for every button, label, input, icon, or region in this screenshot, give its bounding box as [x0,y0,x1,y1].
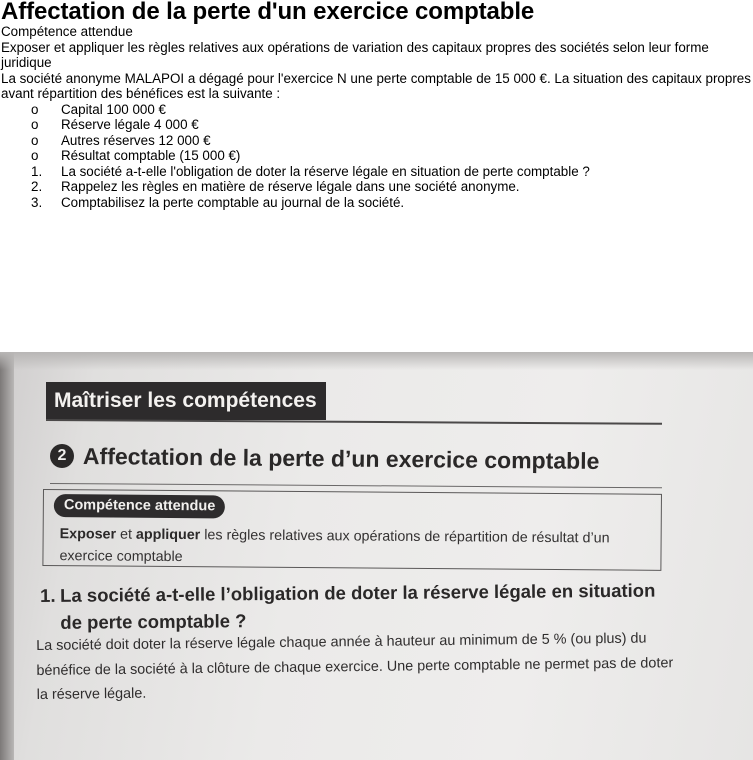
question-number: 3. [31,195,43,211]
question-item [0,164,753,180]
list-item-text: Résultat comptable (15 000 €) [61,148,241,164]
bullet-marker: o [31,117,39,133]
competence-heading: Compétence attendue [1,24,133,39]
competence-verb-expose: Exposer [59,526,117,543]
list-item-text: Capital 100 000 € [61,101,166,117]
exercise-rule [50,483,662,488]
exercise-title: Affectation de la perte d’un exercice comptable [82,443,600,474]
competence-description: les règles relatives aux opérations de répartition de résultat d’un exercice comptable [59,527,610,566]
competence-box [42,489,662,571]
competence-text: Exposer et appliquer les règles relatives aux opérations de variation des capitaux propres des sociétés selon leur forme juridique [1,39,709,70]
section-banner: Maîtriser les compétences [46,382,326,420]
competence-box-text [59,523,639,572]
list-item [0,102,753,118]
photo-question-line1: La société a-t-elle l’obligation de doter la réserve légale en situation [60,579,656,606]
document-text [0,0,753,211]
question-number: 2. [31,179,43,195]
bullet-marker: o [31,132,39,148]
document-title: Affectation de la perte d'un exercice comptable [1,0,535,25]
section-rule [46,419,662,425]
question-item [0,195,753,211]
question-text: Rappelez les règles en matière de réserve légale dans une société anonyme. [61,179,520,195]
photo-question-line2: de perte comptable ? [60,610,247,633]
bullet-marker: o [31,148,39,164]
list-item-text: Réserve légale 4 000 € [61,117,199,133]
intro-paragraph: La société anonyme MALAPOI a dégagé pour l'exercice N une perte comptable de 15 000 €. La situation des capitaux propres avant répartition des bénéfices est la suivante : [1,70,751,101]
photo-question-number: 1. [40,584,56,606]
page-edge-shadow [0,352,14,760]
list-item [0,133,753,149]
bullet-marker: o [31,101,39,117]
photo-answer: La société doit doter la réserve légale chaque année à hauteur au minimum de 5 % (ou plus) du bénéfice de la société à la clôture de chaque exercice. Une perte comptable ne permet pas de doter la réserve légale. [36,630,674,703]
competence-verb-apply: appliquer [135,526,201,544]
list-item [0,148,753,164]
page-top-shadow [0,352,753,370]
exercise-number-badge: 2 [50,444,74,468]
question-number: 1. [31,163,43,179]
question-text: La société a-t-elle l'obligation de doter la réserve légale en situation de perte comptable ? [61,163,590,179]
list-item [0,117,753,133]
list-item-text: Autres réserves 12 000 € [61,132,211,148]
question-item [0,179,753,195]
competence-connector: et [116,526,137,543]
question-text: Comptabilisez la perte comptable au journal de la société. [61,195,405,211]
questions-list [0,164,753,211]
textbook-photo [0,352,753,760]
capital-items-list [0,102,753,164]
competence-badge: Compétence attendue [54,494,226,518]
